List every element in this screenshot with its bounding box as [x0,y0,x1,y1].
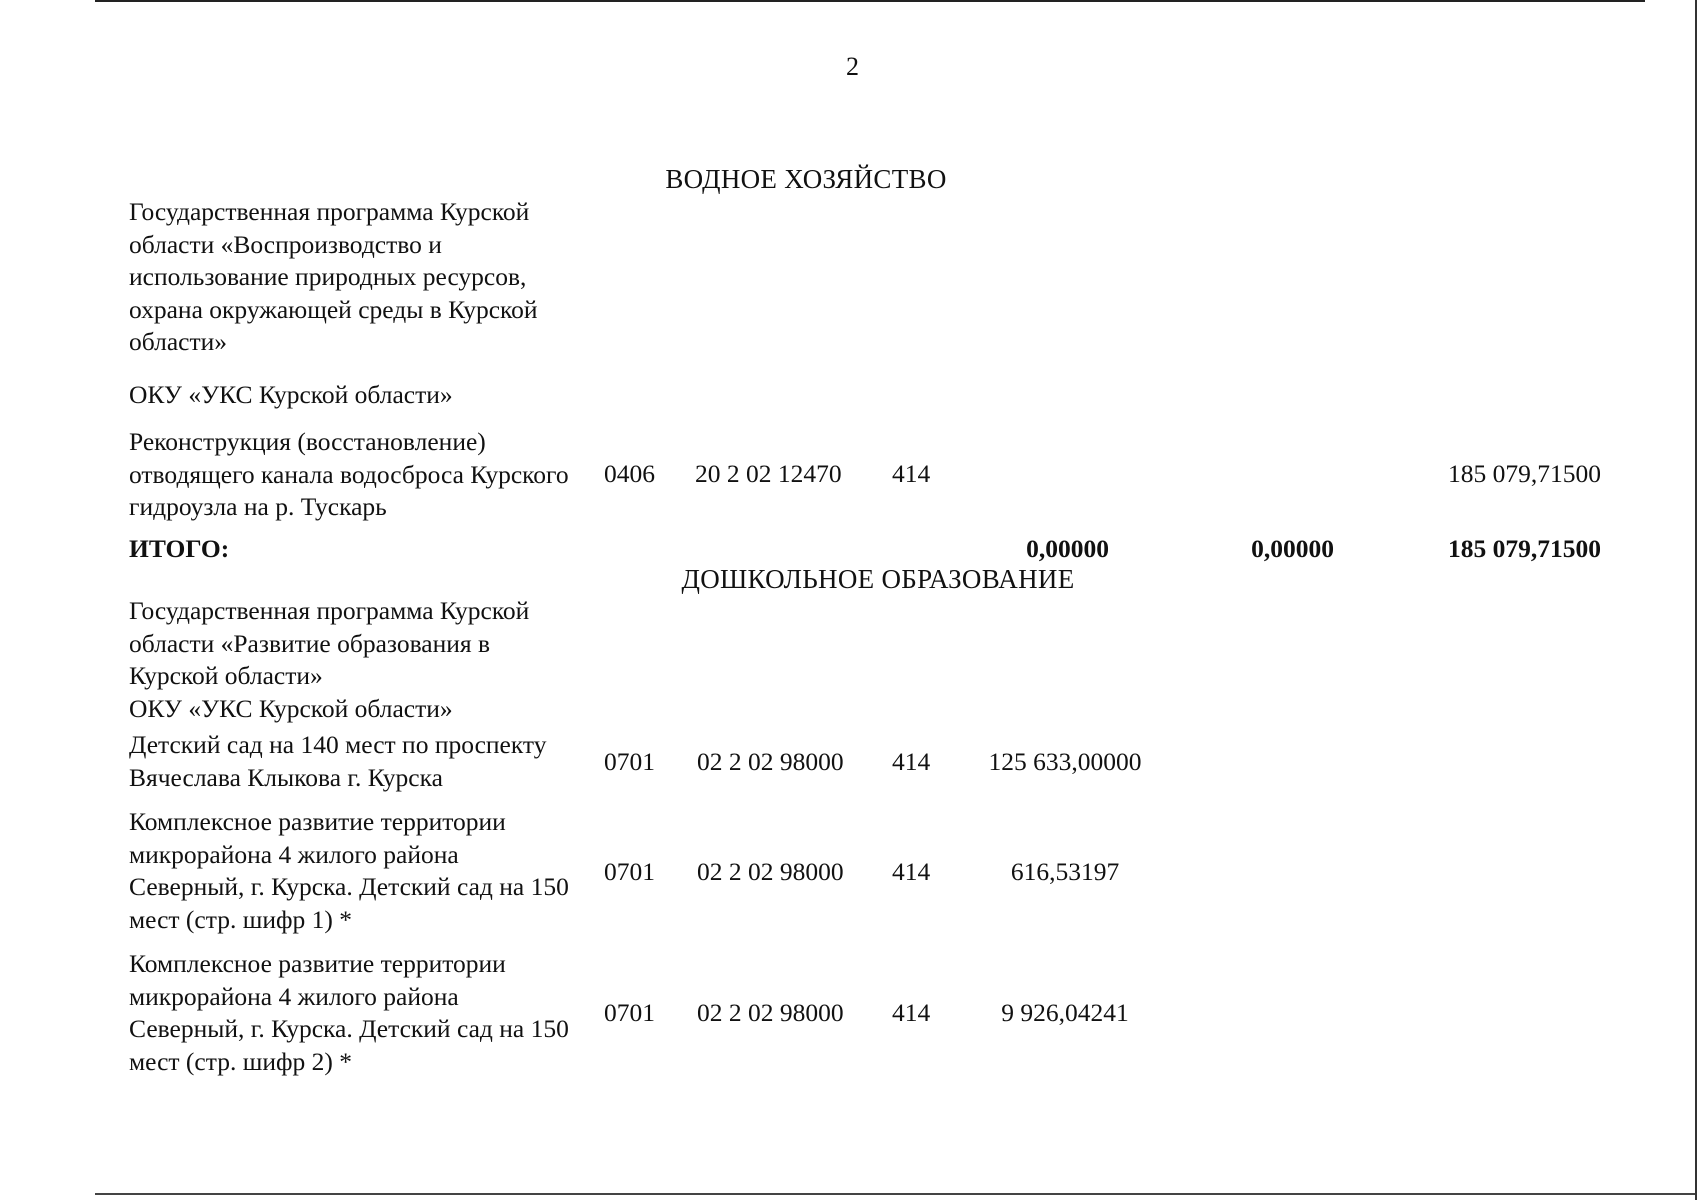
section-code: 0701 [604,998,655,1027]
table-row-name [129,948,569,1078]
amount-1: 9 926,04241 [1001,998,1129,1027]
section-heading-preschool: ДОШКОЛЬНОЕ ОБРАЗОВАНИЕ [681,564,1075,594]
row-name-line: мест (стр. шифр 1) * [129,904,352,934]
table-row-name [129,729,547,794]
row-name-line: Северный, г. Курска. Детский сад на 150 [129,1014,569,1043]
page-number: 2 [846,52,859,81]
total-amount-1: 0,00000 [1026,534,1109,563]
program-title-preschool [129,595,529,725]
total-label: ИТОГО: [129,534,230,563]
scan-border-right [1695,0,1697,1200]
row-name-line: Реконструкция (восстановление) [129,427,486,456]
program-customer-water [129,379,453,412]
program-title-line: области» [129,327,227,356]
total-amount-2: 0,00000 [1251,534,1334,563]
row-name-line: мест (стр. шифр 2) * [129,1046,352,1076]
expense-type: 414 [892,459,931,488]
customer-label: ОКУ «УКС Курской области» [129,693,453,723]
program-title-line: Государственная программа Курской [129,197,530,226]
program-title-line: области «Развитие образования в [129,628,491,658]
target-code: 02 2 02 98000 [697,857,844,886]
section-code: 0701 [604,747,655,776]
target-code: 02 2 02 98000 [697,998,844,1027]
program-title-line: Курской области» [129,661,323,690]
table-row-name [129,806,569,936]
total-amount-3: 185 079,71500 [1448,534,1601,563]
row-name-line: Комплексное развитие территории [129,949,506,978]
scan-border-bottom [95,1193,1695,1195]
table-row-name [129,426,569,524]
row-name-line: Детский сад на 140 мест по проспекту [129,730,547,759]
section-code: 0701 [604,857,655,886]
row-name-line: Северный, г. Курска. Детский сад на 150 [129,872,569,901]
row-name-line: Вячеслава Клыкова г. Курска [129,762,443,792]
section-heading-water: ВОДНОЕ ХОЗЯЙСТВО [665,164,947,194]
section-code: 0406 [604,459,655,488]
program-title-water [129,196,538,359]
customer-label: ОКУ «УКС Курской области» [129,380,453,409]
amount-1: 616,53197 [1010,857,1120,886]
scan-border-top [95,0,1645,2]
expense-type: 414 [892,857,931,886]
program-title-line: использование природных ресурсов, [129,262,527,291]
amount-1: 125 633,00000 [988,747,1142,776]
row-name-line: гидроузла на р. Тускарь [129,492,387,521]
row-name-line: отводящего канала водосброса Курского [129,459,569,489]
amount-3: 185 079,71500 [1448,459,1601,488]
target-code: 20 2 02 12470 [695,459,842,488]
program-title-line: области «Воспроизводство и [129,229,442,259]
row-name-line: микрорайона 4 жилого района [129,981,459,1011]
expense-type: 414 [892,747,931,776]
row-name-line: микрорайона 4 жилого района [129,839,459,869]
row-name-line: Комплексное развитие территории [129,807,506,836]
program-title-line: Государственная программа Курской [129,596,530,625]
expense-type: 414 [892,998,931,1027]
program-title-line: охрана окружающей среды в Курской [129,294,538,324]
target-code: 02 2 02 98000 [697,747,844,776]
